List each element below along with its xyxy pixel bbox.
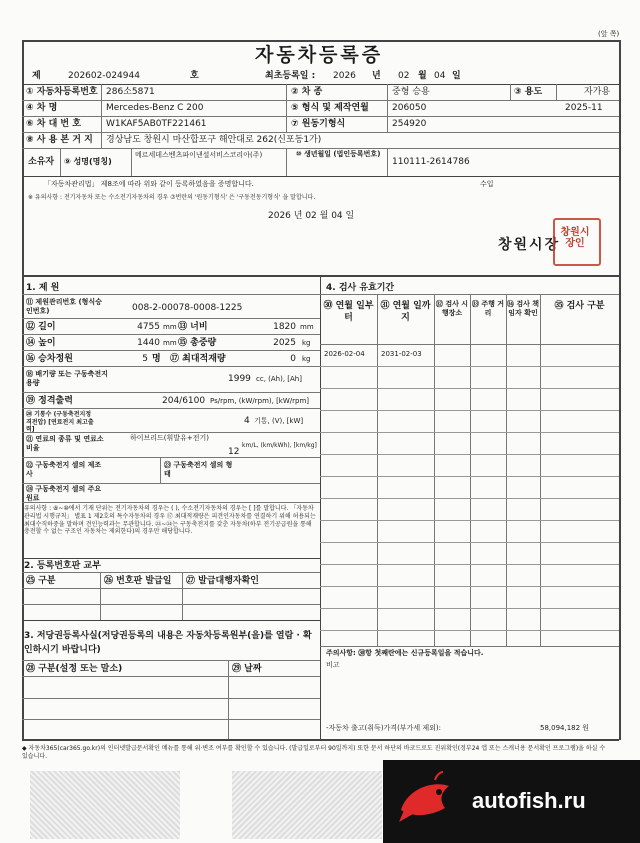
engine-type-value: 254920 (392, 119, 427, 129)
type-date-label: ⑤ 형식 및 제작연월 (291, 103, 369, 113)
rule (22, 502, 320, 503)
price-value: 58,094,182 원 (540, 724, 590, 732)
rule (22, 132, 619, 133)
inspection-row1-from: 2026-02-04 (324, 350, 365, 358)
rule (22, 604, 320, 605)
type-value: 206050 (392, 103, 427, 113)
rule (22, 100, 619, 101)
inspection-header-4: ㉝ 주행 거리 (471, 300, 505, 318)
model-name-value: Mercedes-Benz C 200 (106, 103, 204, 113)
corp-no-label: ⑩ 생년월일 (법인등록번호) (295, 150, 381, 158)
plate-section-title: 2. 등록번호판 교부 (24, 561, 101, 571)
inspection-header-5: ㉞ 검사 책임자 확인 (506, 300, 540, 318)
lien-col-date: ㉙ 날짜 (232, 664, 262, 674)
inspection-header-2: ㉛ 연월 일까지 (380, 301, 431, 324)
seats-unit: 명 (152, 354, 161, 364)
corp-no-value: 110111-2614786 (392, 157, 470, 167)
lien-section-title: 3. 저당권등록사실(저당권등록의 내용은 자동차등록원부(을)를 열람 · 확인하시기 바랍니다) (24, 631, 312, 655)
rule (556, 84, 557, 100)
vehicle-type-label: ② 차 종 (291, 87, 323, 97)
barcode-left (30, 771, 180, 839)
rule (22, 84, 619, 85)
inspection-row-rule (320, 630, 619, 631)
displacement-label: ⑱ 배기량 또는 구동축전지 용량 (26, 370, 108, 388)
vin-label: ⑥ 차 대 번 호 (26, 119, 81, 129)
height-value: 1440 (137, 338, 160, 348)
width-label: ⑬ 너비 (178, 322, 208, 332)
rule (22, 318, 320, 319)
length-label: ⑫ 길이 (26, 322, 56, 332)
reg-no-label: ① 자동차등록번호 (26, 87, 98, 97)
rule (22, 334, 320, 335)
certification-text: 「자동차관리법」 제8조에 따라 위와 같이 등록하였음을 증명합니다. (44, 180, 254, 188)
fee-label: 수입 (480, 180, 494, 188)
inspection-row-rule (320, 498, 619, 499)
inspection-row-rule (320, 476, 619, 477)
plate-col-agent: ㉗ 발급대행자확인 (186, 576, 259, 586)
inspection-caution: 주의사항: ㉚항 첫째란에는 신규등록일을 적습니다. (326, 649, 484, 657)
rule (22, 483, 320, 484)
issue-date: 2026 년 02 월 04 일 (268, 211, 355, 221)
manufacture-date: 2025-11 (565, 103, 603, 113)
fish-logo-icon (395, 770, 457, 832)
inspection-row-rule (320, 520, 619, 521)
inspection-row1-to: 2031-02-03 (381, 350, 422, 358)
gross-weight-unit: kg (302, 339, 311, 347)
rule (101, 84, 102, 148)
model-name-label: ④ 차 명 (26, 103, 58, 113)
plate-col-date: ㉖ 번호판 발급일 (104, 576, 172, 586)
rule (22, 676, 320, 677)
battery-form-label: ㉓ 구동축전지 셀의 형태 (164, 461, 233, 479)
rule (22, 660, 320, 661)
day-unit: 일 (452, 71, 461, 81)
usage-label: ③ 용도 (514, 87, 543, 97)
rule (22, 366, 320, 367)
footer-note: ◆ 자동차365(car365.go.kr)의 인터넷발급문서확인 메뉴를 통해 위·변조 여부를 확인할 수 있습니다. (발급일로부터 90일까지) 또한 문서 하단의 바코드로도 진위확인(정부24 앱 또는 스캐너용 문서확인 프로그램)을 하실 수 있습니다. (22, 745, 606, 761)
length-unit: mm (163, 323, 177, 331)
rule (228, 660, 229, 740)
power-unit: Ps/rpm, (kW/rpm), [kW/rpm] (210, 397, 310, 405)
power-label: ⑲ 정격출력 (26, 396, 73, 406)
inspection-row-rule (320, 542, 619, 543)
rule (22, 294, 320, 295)
inspection-col-divider (506, 294, 507, 646)
rule (22, 698, 320, 699)
doc-no-label: 제 (32, 71, 41, 81)
cylinders-value: 4 (244, 416, 250, 426)
height-label: ⑭ 높이 (26, 338, 56, 348)
spec-notice: 유의사항 : ⑧~⑩에서 기재 단위는 전기자동차의 경우는 ( ), 수소전기자동차의 경우는 [ ]를 말합니다. 「자동차관리법 시행규칙」 별표 1 제2호의 특수자동차의 경우 ⑰ 최대적재량은 피견인자동차를 연결하기 위해 허용되는 최대수직하중을 말하며 견인능력과는 무관합니다. ㉒~㉔는 구동축전지를 갖춘 자동차(하부 전기공급원을 통해 충전할 수 없는 구조인 자동차는 제외한다)의 경우만 해당합니다. (24, 505, 316, 536)
height-unit: mm (163, 339, 177, 347)
rule (320, 276, 321, 740)
rule (22, 457, 320, 458)
seats-value: 5 (142, 354, 148, 364)
remarks-label: 비고 (326, 661, 340, 669)
rule (22, 620, 320, 621)
rule (22, 572, 320, 573)
max-load-label: ⑰ 최대적재량 (170, 354, 226, 364)
width-unit: mm (300, 323, 314, 331)
power-value: 204/6100 (162, 396, 206, 406)
rule (22, 176, 619, 177)
max-load-value: 0 (290, 354, 296, 364)
cylinders-label: ⑳ 기통수 (구동축전지정격전압) [연료전지 최고출력] (26, 411, 94, 433)
price-label: -자동차 출고(취득)가격(부가세 제외): (326, 724, 441, 732)
vehicle-type-value: 중형 승용 (392, 87, 430, 97)
inspection-row-rule (320, 608, 619, 609)
inspection-row-rule (320, 586, 619, 587)
rule (100, 572, 101, 620)
rule (387, 148, 388, 176)
fuel-efficiency-value: 12 (228, 447, 240, 457)
inspection-header-6: ㉟ 검사 구분 (554, 301, 605, 311)
document-title: 자동차등록증 (255, 44, 384, 66)
rule (182, 572, 183, 620)
reg-no-value: 286소5871 (106, 87, 155, 97)
displacement-value: 1999 (228, 374, 251, 384)
plate-col-type: ㉕ 구분 (26, 576, 56, 586)
rule (60, 148, 61, 176)
displacement-unit: cc, (Ah), [Ah] (256, 375, 302, 383)
rule (22, 350, 320, 351)
usage-value: 자가용 (584, 87, 611, 97)
inspection-header-3: ㉜ 검사 시행장소 (435, 300, 469, 318)
rule (131, 148, 132, 176)
first-reg-day: 04 (434, 71, 446, 81)
note-text: ※ 유의사항 : 전기자동차 또는 수소전기자동차의 경우 ⑦번란의 '원동기형식' 은 '구동전동기형식' 을 말합니다. (28, 194, 316, 201)
inspection-row-rule (320, 410, 619, 411)
owner-label: 소유자 (28, 157, 55, 167)
length-value: 4755 (137, 322, 160, 332)
rule (320, 646, 619, 647)
battery-material-label: ㉔ 구동축전지 셀의 주요 원료 (26, 485, 102, 503)
fuel-label: ㉑ 연료의 종류 및 연료소비율 (26, 435, 104, 453)
rule (160, 457, 161, 483)
inspection-row-rule (320, 454, 619, 455)
rule (22, 432, 320, 433)
seal-text: 창원시장인 (560, 227, 590, 249)
seats-label: ⑯ 승차정원 (26, 354, 73, 364)
fuel-efficiency-unit: km/L, (km/kWh), [km/kg] (242, 442, 317, 449)
top-border (22, 40, 619, 42)
rule (22, 148, 619, 149)
inspection-col-divider (470, 294, 471, 646)
battery-maker-label: ㉒ 구동축전지 셀의 제조사 (26, 461, 102, 479)
lien-col-type: ㉘ 구분(설정 또는 말소) (26, 664, 123, 674)
rule (510, 84, 511, 100)
doc-no-ho: 호 (190, 71, 199, 81)
frame-right (619, 40, 621, 740)
gross-weight-value: 2025 (273, 338, 296, 348)
mayor-title: 창원시장 (498, 237, 561, 253)
rule (22, 116, 619, 117)
address-label: ⑧ 사 용 본 거 지 (26, 135, 93, 145)
spec-section-title: 1. 제 원 (26, 283, 60, 293)
year-unit: 년 (372, 71, 381, 81)
max-load-unit: kg (302, 355, 311, 363)
inspection-head-rule (320, 344, 619, 345)
width-value: 1820 (273, 322, 296, 332)
rule (286, 148, 287, 176)
page-side-mark: (앞 쪽) (598, 30, 620, 38)
inspection-col-divider (434, 294, 435, 646)
barcode-right (232, 771, 382, 839)
owner-name-label: ⑨ 성명(명칭) (64, 157, 112, 166)
vin-value: W1KAF5AB0TF221461 (106, 119, 207, 129)
cylinders-unit: 기통, (V), [kW] (254, 417, 304, 425)
address-value: 경상남도 창원시 마산합포구 해안대로 262(신포동1가) (106, 135, 322, 145)
rule (387, 84, 388, 132)
rule (22, 558, 320, 559)
inspection-col-divider (377, 294, 378, 646)
gross-weight-label: ⑮ 총중량 (178, 338, 217, 348)
inspection-header-1: ㉚ 연월 일부터 (323, 301, 374, 324)
inspection-row-rule (320, 564, 619, 565)
rule (22, 408, 320, 409)
brand-text: autofish.ru (472, 788, 586, 813)
doc-no-value: 202602-024944 (68, 71, 140, 81)
rule (22, 719, 320, 720)
fuel-type-value: 하이브리드(휘발유+전기) (130, 434, 209, 442)
inspection-col-divider (540, 294, 541, 646)
spec-mgmt-no-value: 008-2-00078-0008-1225 (132, 303, 243, 313)
rule (286, 84, 287, 132)
owner-name-value: 메르세데스벤츠파이낸셜서비스코리아(주) (135, 151, 263, 159)
rule (22, 392, 320, 393)
first-reg-year: 2026 (333, 71, 356, 81)
inspection-row-rule (320, 432, 619, 433)
rule (22, 588, 320, 589)
month-unit: 월 (418, 71, 427, 81)
first-reg-month: 02 (398, 71, 410, 81)
engine-type-label: ⑦ 원동기형식 (291, 119, 346, 129)
inspection-row-rule (320, 366, 619, 367)
rule (22, 739, 619, 741)
spec-mgmt-no-label: ⑪ 제원관리번호 (형식승인번호) (26, 298, 102, 316)
first-reg-label: 최초등록일 : (265, 71, 316, 81)
inspection-row-rule (320, 388, 619, 389)
inspection-section-title: 4. 검사 유효기간 (326, 283, 395, 293)
